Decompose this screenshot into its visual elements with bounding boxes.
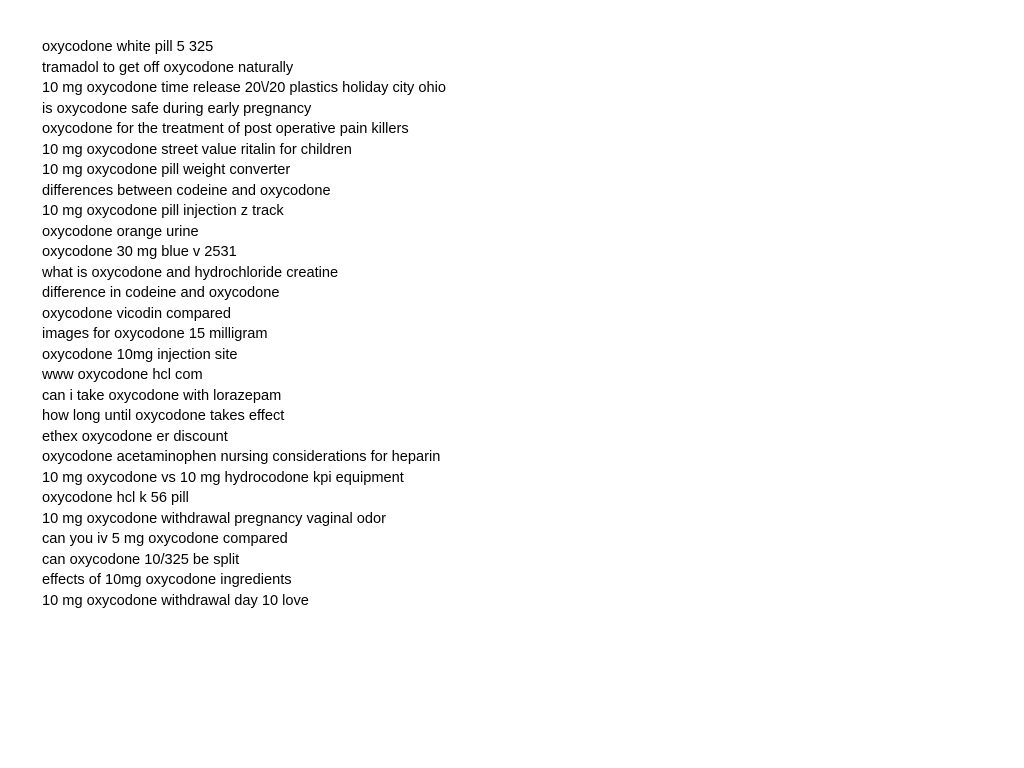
text-line: oxycodone orange urine (42, 223, 199, 240)
text-line: oxycodone white pill 5 325 (42, 39, 214, 55)
text-line: is oxycodone safe during early pregnancy (42, 100, 312, 117)
text-line: oxycodone for the treatment of post operative pain killers (42, 121, 409, 137)
text-line: what is oxycodone and hydrochloride creatine (42, 264, 339, 281)
text-line: 10 mg oxycodone pill weight converter (42, 162, 291, 178)
text-line: oxycodone 10mg injection site (42, 346, 238, 363)
text-line: can oxycodone 10/325 be split (42, 551, 240, 568)
text-line: 10 mg oxycodone pill injection z track (42, 203, 284, 219)
text-line: oxycodone vicodin compared (42, 305, 232, 322)
text-line: images for oxycodone 15 milligram (42, 326, 268, 342)
text-list (42, 37, 446, 611)
text-line: differences between codeine and oxycodone (42, 182, 331, 199)
text-line: 10 mg oxycodone street value ritalin for children (42, 141, 352, 158)
text-line: tramadol to get off oxycodone naturally (42, 59, 294, 76)
text-line: can i take oxycodone with lorazepam (42, 387, 282, 404)
text-line: ethex oxycodone er discount (42, 428, 228, 445)
text-line: 10 mg oxycodone withdrawal day 10 love (42, 592, 309, 609)
text-line: 10 mg oxycodone vs 10 mg hydrocodone kpi equipment (42, 469, 404, 486)
text-line: 10 mg oxycodone time release 20\/20 plastics holiday city ohio (42, 80, 446, 96)
text-line: oxycodone 30 mg blue v 2531 (42, 244, 237, 260)
text-line: www oxycodone hcl com (42, 367, 203, 383)
text-line: oxycodone acetaminophen nursing considerations for heparin (42, 449, 441, 465)
text-line: 10 mg oxycodone withdrawal pregnancy vaginal odor (42, 510, 386, 527)
text-line: oxycodone hcl k 56 pill (42, 490, 189, 506)
text-line: effects of 10mg oxycodone ingredients (42, 572, 292, 588)
text-line: difference in codeine and oxycodone (42, 285, 280, 301)
text-line: how long until oxycodone takes effect (42, 408, 285, 424)
text-line: can you iv 5 mg oxycodone compared (42, 531, 288, 547)
